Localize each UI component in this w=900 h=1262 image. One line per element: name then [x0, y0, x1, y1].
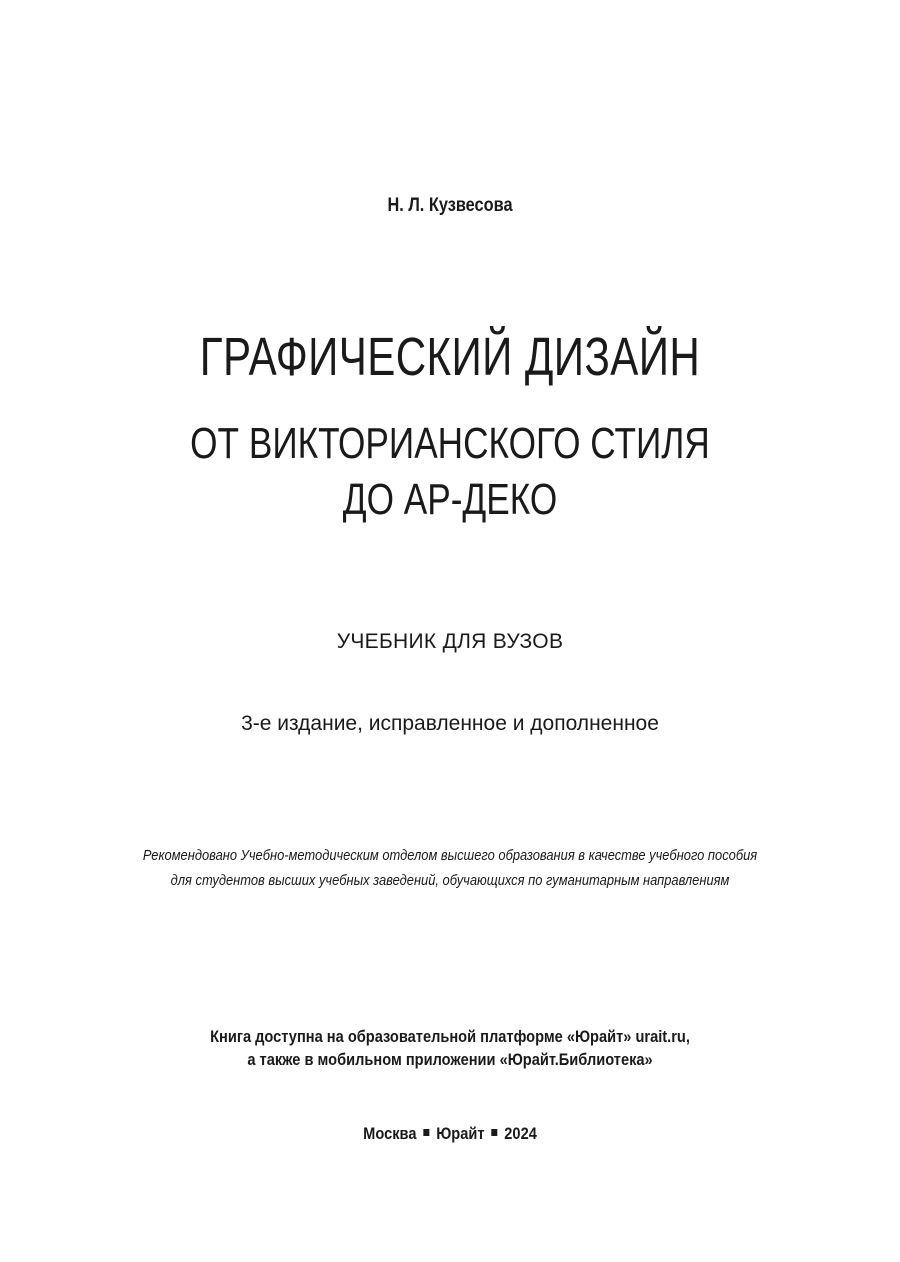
imprint-year: 2024	[504, 1124, 537, 1143]
recommendation-line-1: Рекомендовано Учебно-методическим отделом высшего образования в качестве учебного пособия	[142, 847, 758, 864]
book-subtitle-line-2: ДО АР-ДЕКО	[342, 475, 558, 524]
imprint-publisher: Юрайт	[436, 1124, 485, 1143]
book-title: ГРАФИЧЕСКИЙ ДИЗАЙН	[199, 327, 701, 387]
recommendation-line-2: для студентов высших учебных заведений, обучающихся по гуманитарным направлениям	[170, 872, 730, 889]
author-name: Н. Л. Кузвесова	[387, 195, 513, 216]
square-separator-icon	[423, 1129, 429, 1136]
square-separator-icon	[491, 1129, 497, 1136]
imprint	[63, 1124, 837, 1144]
availability-line-1: Книга доступна на образовательной платформе «Юрайт» urait.ru,	[210, 1027, 690, 1046]
book-subtitle-line-1: ОТ ВИКТОРИАНСКОГО СТИЛЯ	[190, 419, 710, 468]
availability-line-2: а также в мобильном приложении «Юрайт.Библиотека»	[247, 1050, 653, 1069]
edition-info: 3-е издание, исправленное и дополненное	[241, 712, 659, 735]
imprint-city: Москва	[363, 1124, 417, 1143]
book-type: УЧЕБНИК ДЛЯ ВУЗОВ	[336, 630, 564, 653]
